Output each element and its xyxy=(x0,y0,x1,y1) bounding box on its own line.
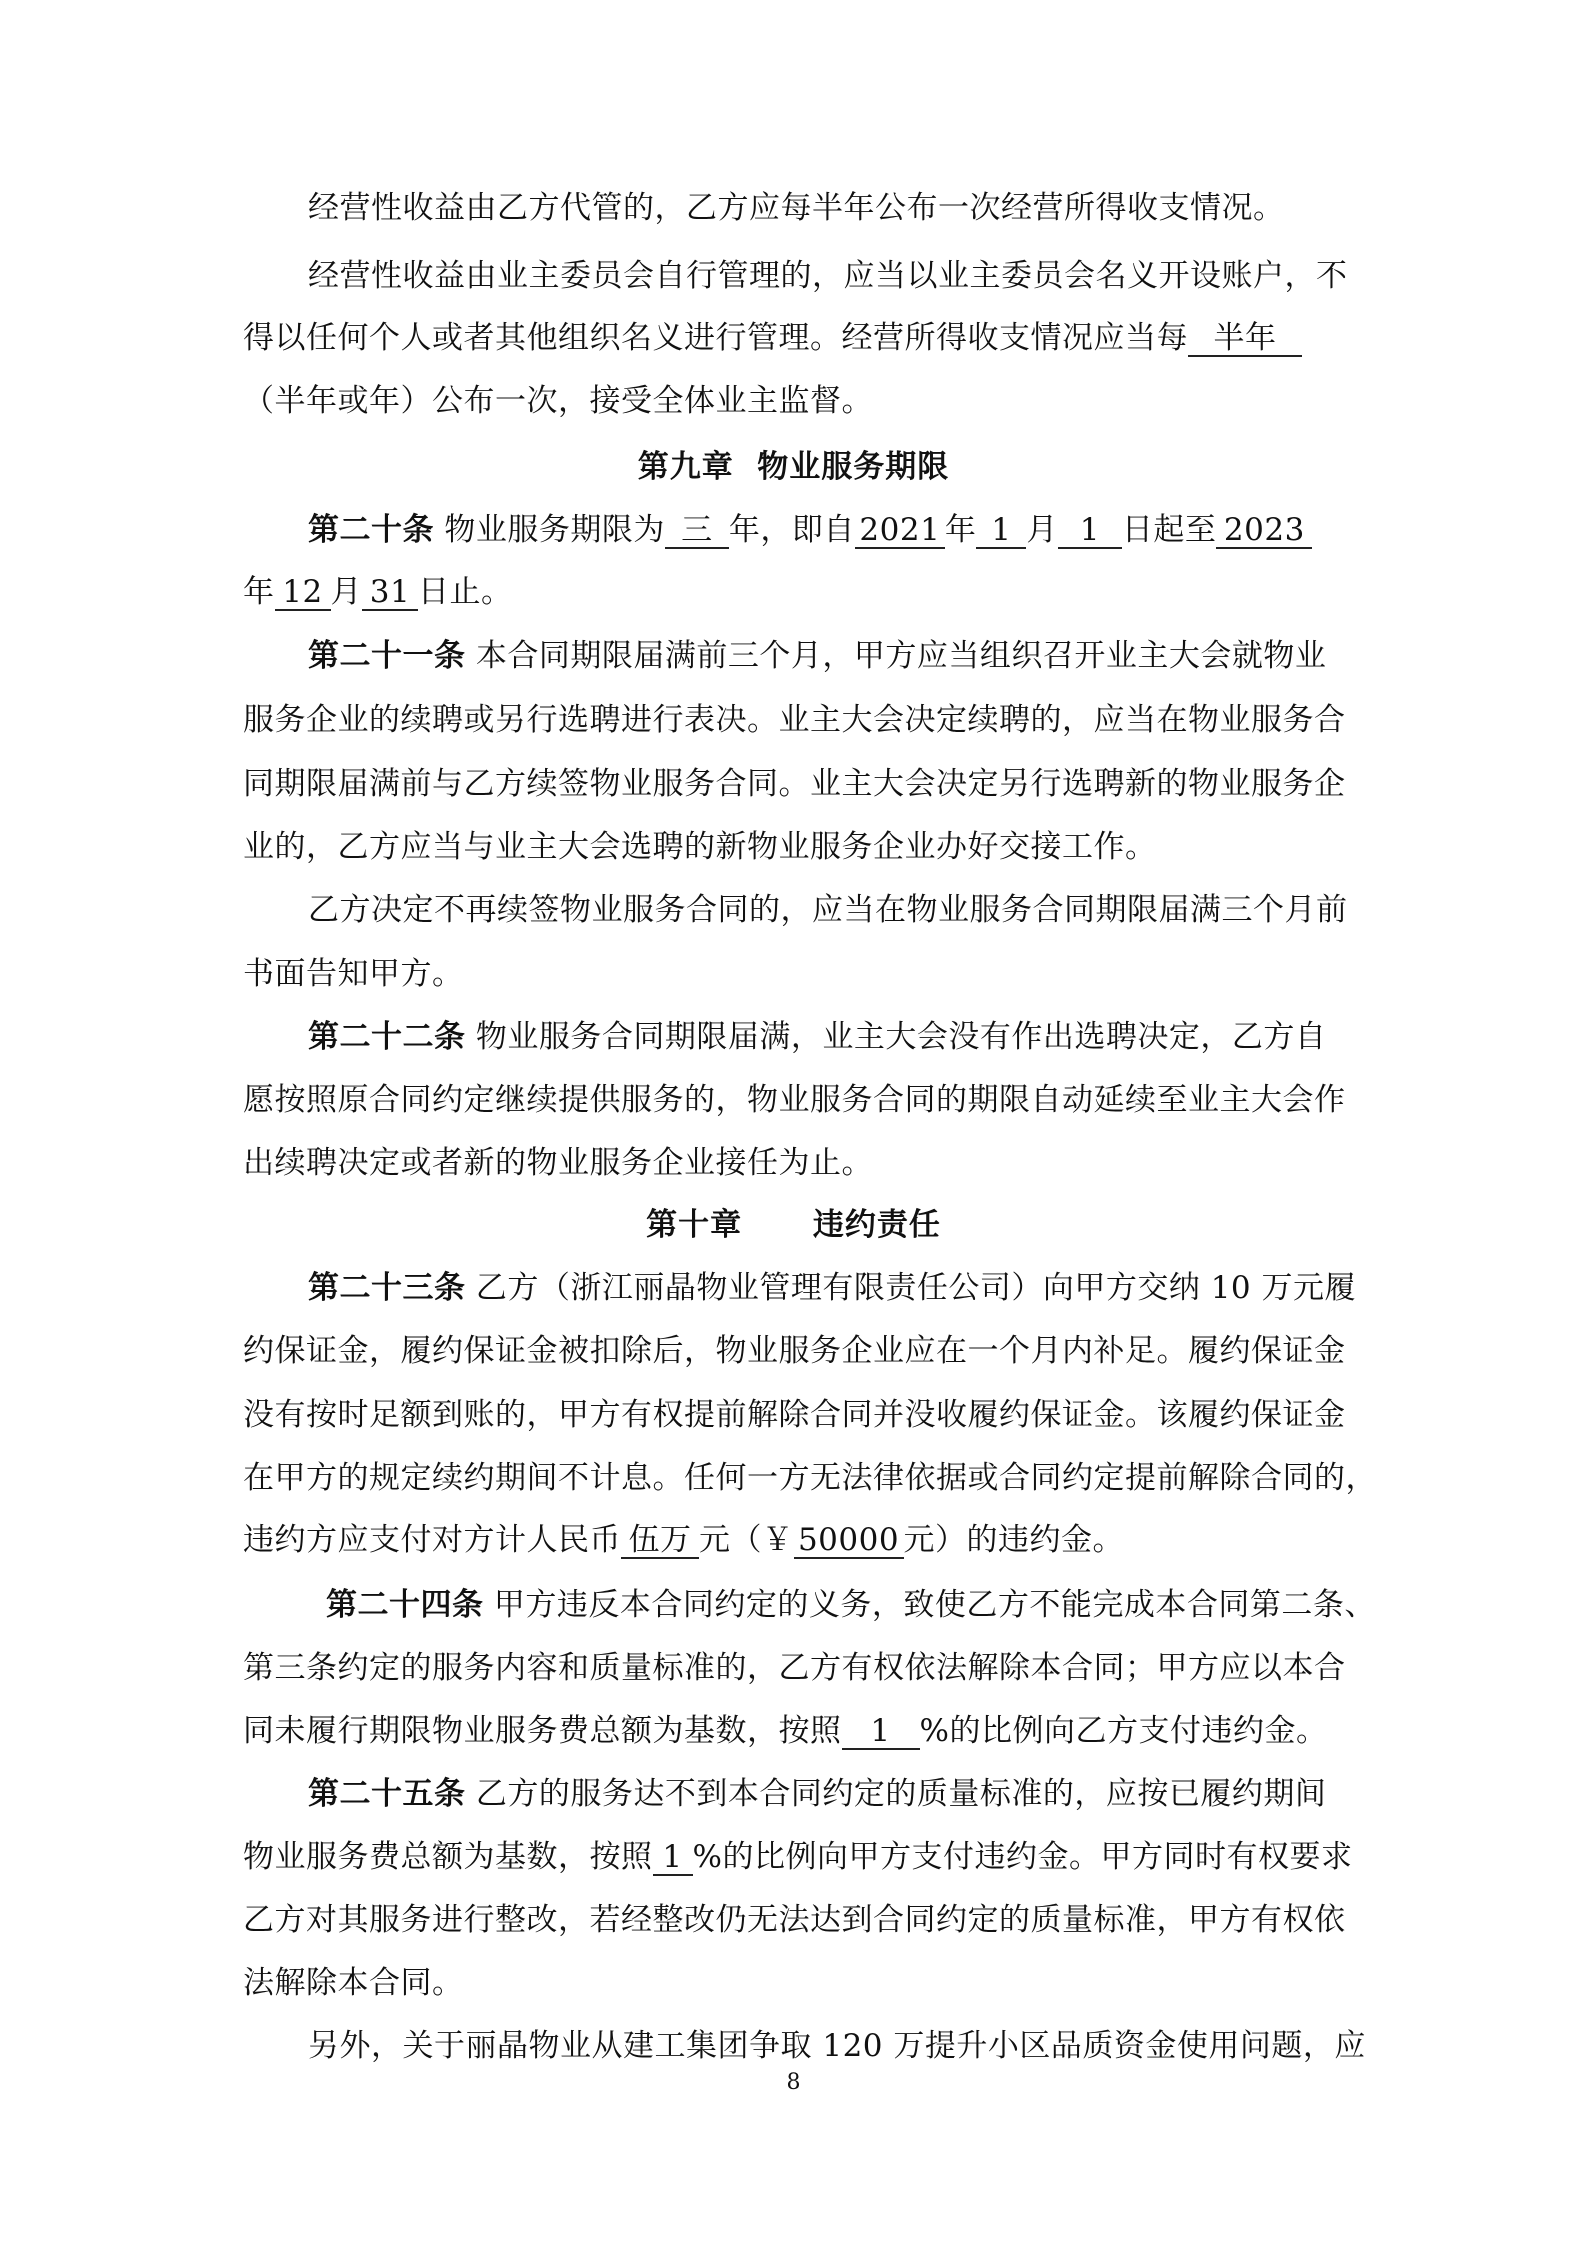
text: 乙方的服务达不到本合同约定的质量标准的，应按已履约期间 xyxy=(465,1776,1327,1812)
article-20-line xyxy=(243,572,513,612)
fill-in-blank: 1 xyxy=(842,1714,920,1750)
paragraph-line xyxy=(243,381,873,421)
article-23-line xyxy=(243,1395,1346,1435)
text: 年，即自 xyxy=(728,512,855,548)
text: 元）的违约金。 xyxy=(903,1522,1124,1558)
text: 物业服务合同期限届满，业主大会没有作出选聘决定，乙方自 xyxy=(465,1019,1327,1055)
fill-in-blank: 半年 xyxy=(1188,321,1302,357)
article-label: 第二十一条 xyxy=(308,638,466,674)
text: 业的，乙方应当与业主大会选聘的新物业服务企业办好交接工作。 xyxy=(243,829,1157,865)
article-24-line xyxy=(243,1711,1327,1751)
paragraph-line xyxy=(308,188,1285,228)
text: 年 xyxy=(243,574,275,610)
paragraph-line xyxy=(308,256,1348,296)
article-23-line xyxy=(308,1268,1356,1308)
text: 第三条约定的服务内容和质量标准的，乙方有权依法解除本合同；甲方应以本合 xyxy=(243,1650,1346,1686)
article-22-line xyxy=(243,1143,873,1183)
article-25-line xyxy=(308,1774,1326,1814)
article-label: 第二十二条 xyxy=(308,1019,466,1055)
text: 乙方（浙江丽晶物业管理有限责任公司）向甲方交纳 10 万元履 xyxy=(465,1270,1357,1306)
chapter-heading: 第九章 物业服务期限 xyxy=(637,449,950,485)
page-number: 8 xyxy=(786,2070,801,2095)
text: 书面告知甲方。 xyxy=(243,956,464,992)
article-23-line xyxy=(243,1331,1346,1371)
article-25-line xyxy=(243,1963,464,2003)
article-21-line xyxy=(243,764,1346,804)
chapter-heading: 第十章 违约责任 xyxy=(646,1207,941,1243)
text: 甲方违反本合同约定的义务，致使乙方不能完成本合同第二条、 xyxy=(483,1587,1376,1623)
text: 月 xyxy=(330,574,362,610)
text: 服务企业的续聘或另行选聘进行表决。业主大会决定续聘的，应当在物业服务合 xyxy=(243,702,1346,738)
text: 法解除本合同。 xyxy=(243,1965,464,2001)
text: 物业服务费总额为基数，按照 xyxy=(243,1839,653,1875)
text: 在甲方的规定续约期间不计息。任何一方无法律依据或合同约定提前解除合同的， xyxy=(243,1460,1377,1496)
article-21-line xyxy=(243,700,1346,740)
article-22-line xyxy=(243,1080,1346,1120)
text: 另外，关于丽晶物业从建工集团争取 120 万提升小区品质资金使用问题，应 xyxy=(308,2028,1366,2064)
article-23-line xyxy=(243,1520,1124,1560)
text: 元（￥ xyxy=(699,1522,794,1558)
article-label: 第二十三条 xyxy=(308,1270,466,1306)
fill-in-blank: 2023 xyxy=(1216,513,1312,549)
text: 乙方决定不再续签物业服务合同的，应当在物业服务合同期限届满三个月前 xyxy=(308,892,1348,928)
text: 得以任何个人或者其他组织名义进行管理。经营所得收支情况应当每 xyxy=(243,320,1188,356)
paragraph-line xyxy=(243,318,1302,358)
article-21-line xyxy=(308,636,1326,676)
paragraph-line xyxy=(243,954,464,994)
text: 没有按时足额到账的，甲方有权提前解除合同并没收履约保证金。该履约保证金 xyxy=(243,1397,1346,1433)
fill-in-blank: 1 xyxy=(976,513,1026,549)
article-20-line xyxy=(308,510,1312,550)
text: 年 xyxy=(944,512,977,548)
text: 约保证金，履约保证金被扣除后，物业服务企业应在一个月内补足。履约保证金 xyxy=(243,1333,1346,1369)
text: 物业服务期限为 xyxy=(434,512,665,548)
fill-in-blank: 12 xyxy=(275,575,331,611)
fill-in-blank: 50000 xyxy=(794,1523,904,1559)
text: 本合同期限届满前三个月，甲方应当组织召开业主大会就物业 xyxy=(465,638,1327,674)
article-24-line xyxy=(326,1585,1376,1625)
text: 愿按照原合同约定继续提供服务的，物业服务合同的期限自动延续至业主大会作 xyxy=(243,1082,1346,1118)
text: 经营性收益由业主委员会自行管理的，应当以业主委员会名义开设账户，不 xyxy=(308,258,1348,294)
text: 日止。 xyxy=(418,574,513,610)
text: %的比例向乙方支付违约金。 xyxy=(919,1713,1328,1749)
text: 乙方对其服务进行整改，若经整改仍无法达到合同约定的质量标准，甲方有权依 xyxy=(243,1902,1346,1938)
article-23-line xyxy=(243,1458,1377,1498)
article-25-line xyxy=(243,1900,1346,1940)
article-25-line xyxy=(243,1837,1352,1877)
text: 月 xyxy=(1026,512,1058,548)
fill-in-blank: 三 xyxy=(665,513,729,549)
fill-in-blank: 伍万 xyxy=(621,1523,699,1559)
fill-in-blank: 2021 xyxy=(855,513,945,549)
text: 违约方应支付对方计人民币 xyxy=(243,1522,621,1558)
fill-in-blank: 1 xyxy=(1058,513,1122,549)
article-label: 第二十条 xyxy=(308,512,434,548)
article-label: 第二十五条 xyxy=(308,1776,466,1812)
text: %的比例向甲方支付违约金。甲方同时有权要求 xyxy=(692,1839,1353,1875)
article-label: 第二十四条 xyxy=(326,1587,484,1623)
fill-in-blank: 1 xyxy=(653,1840,693,1876)
text: 同未履行期限物业服务费总额为基数，按照 xyxy=(243,1713,842,1749)
article-21-line xyxy=(243,827,1157,867)
article-22-line xyxy=(308,1017,1326,1057)
fill-in-blank: 31 xyxy=(362,575,418,611)
text: （半年或年）公布一次，接受全体业主监督。 xyxy=(243,383,873,419)
article-24-line xyxy=(243,1648,1346,1688)
paragraph-line xyxy=(308,2026,1366,2066)
paragraph-line xyxy=(308,890,1348,930)
text: 同期限届满前与乙方续签物业服务合同。业主大会决定另行选聘新的物业服务企 xyxy=(243,766,1346,802)
text: 日起至 xyxy=(1121,512,1217,548)
text: 出续聘决定或者新的物业服务企业接任为止。 xyxy=(243,1145,873,1181)
text: 经营性收益由乙方代管的，乙方应每半年公布一次经营所得收支情况。 xyxy=(308,190,1285,226)
